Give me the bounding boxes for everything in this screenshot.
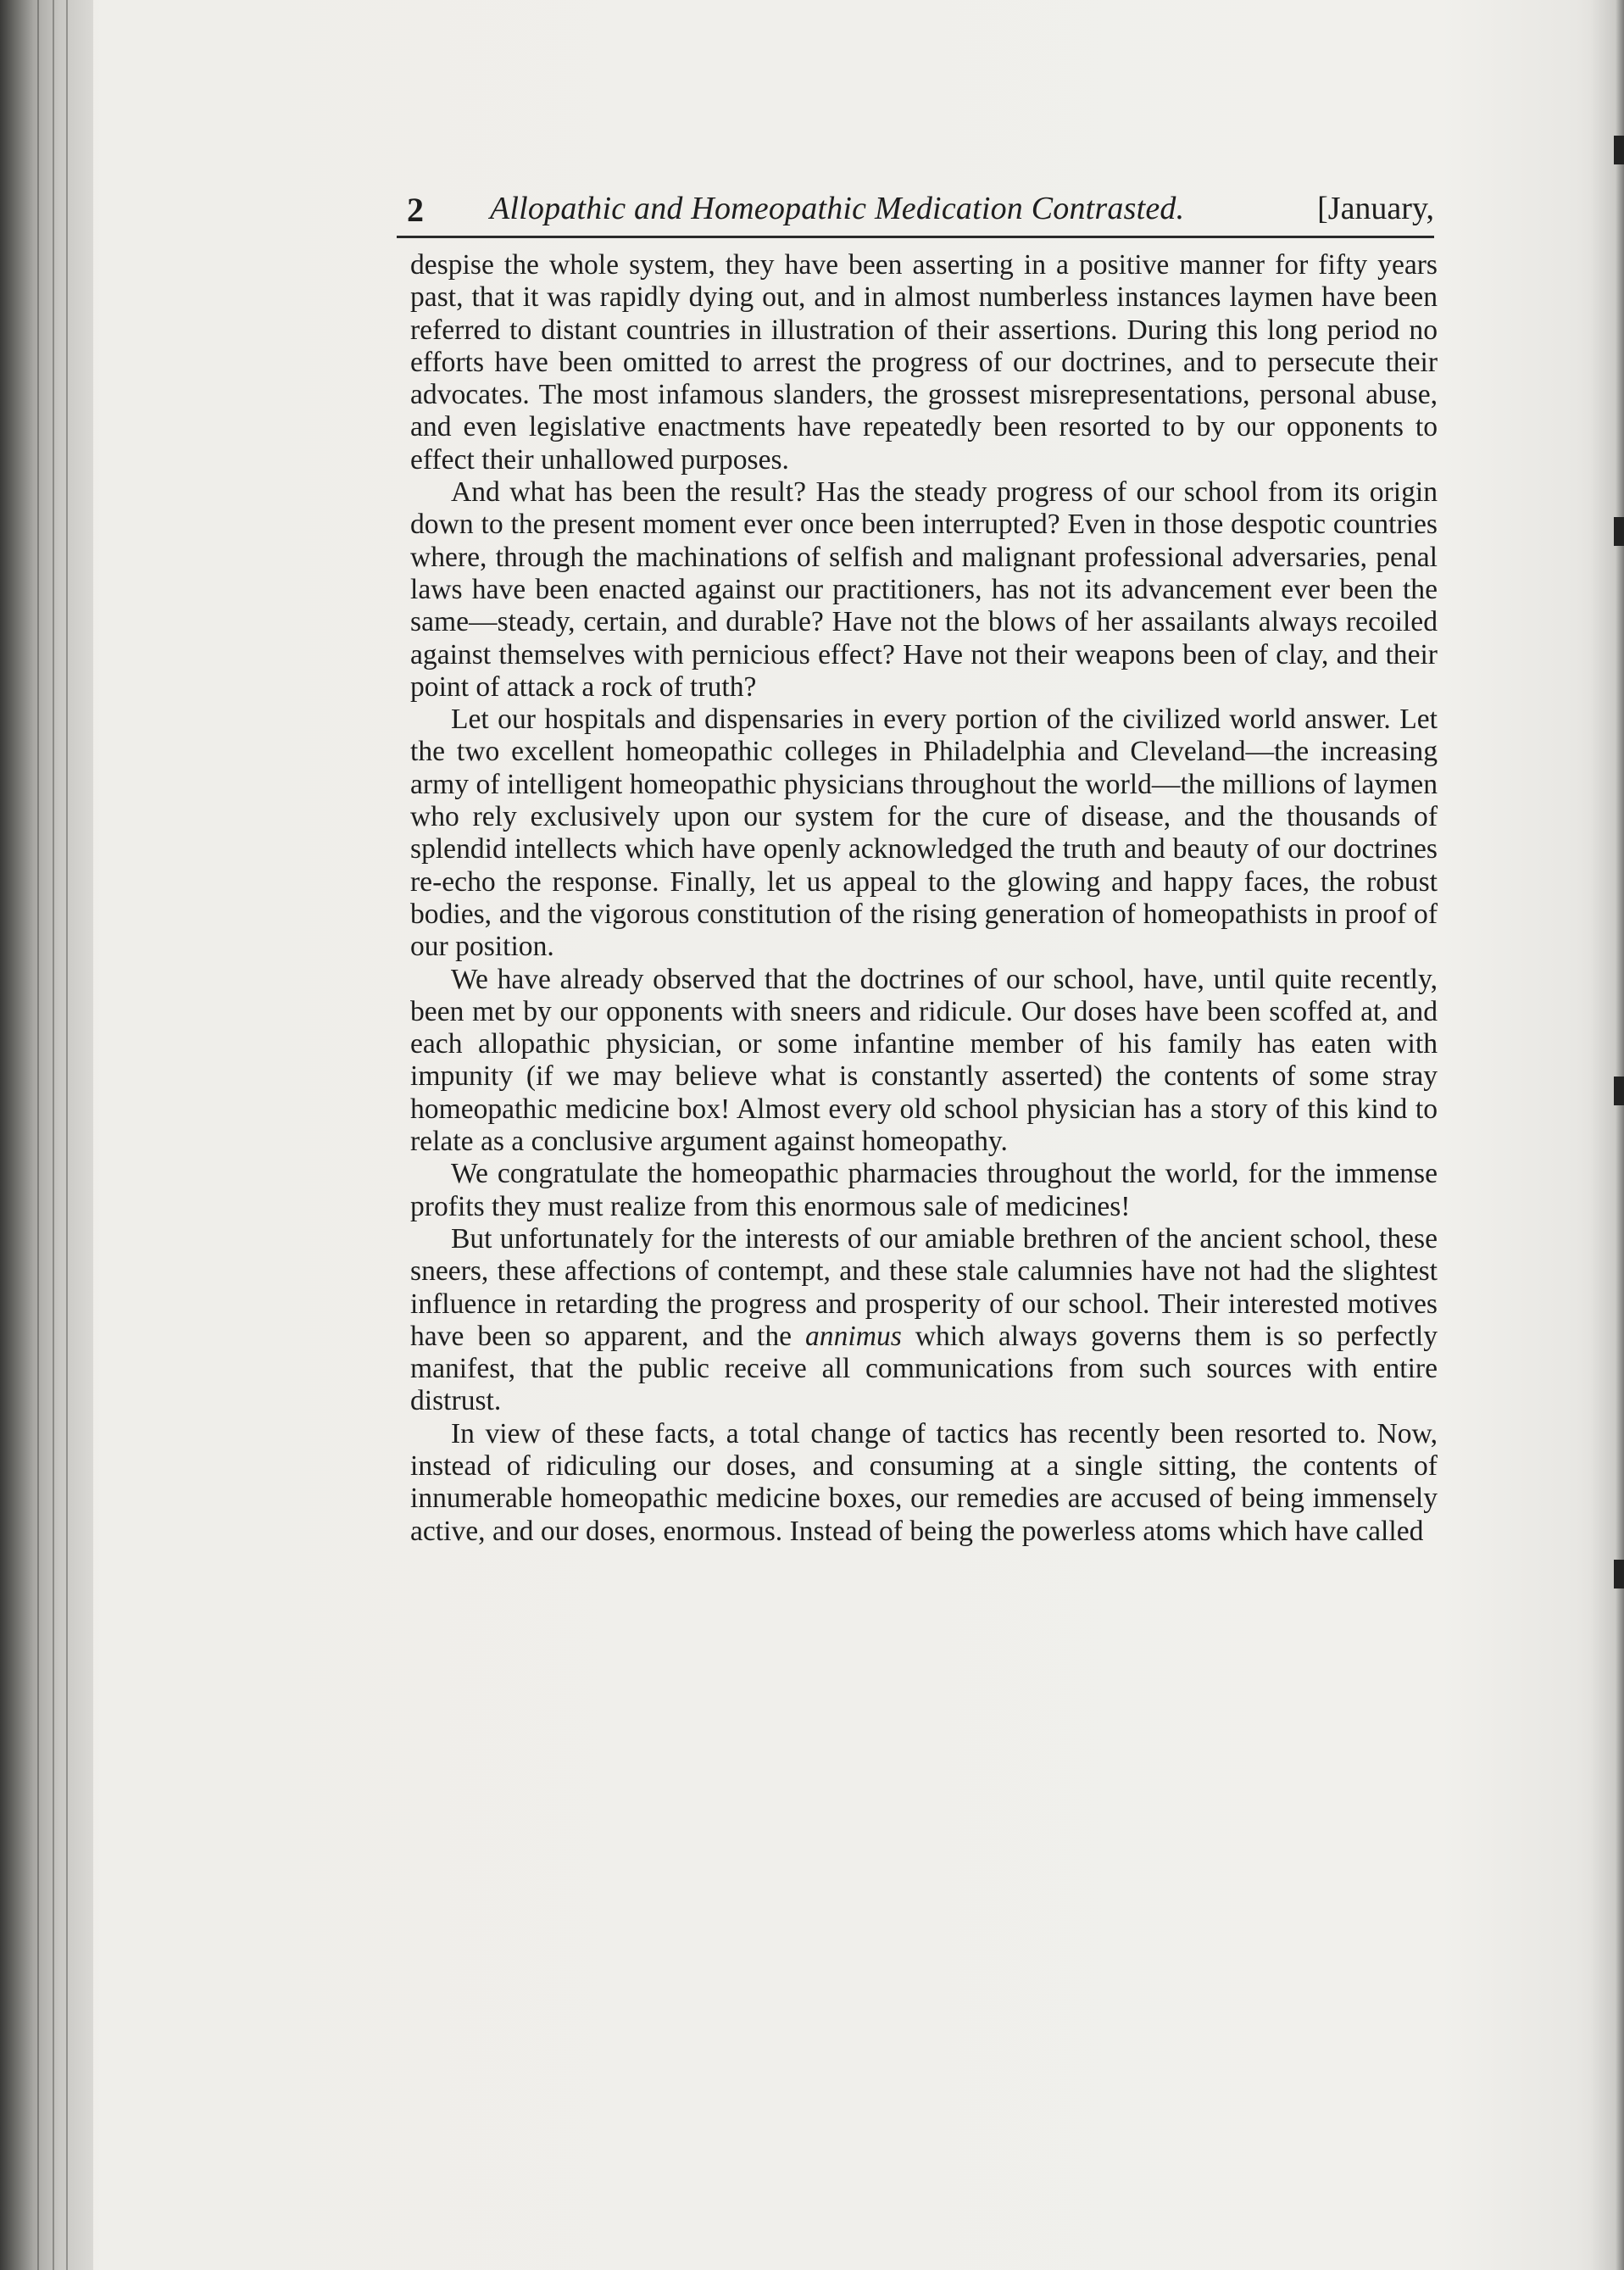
edge-mark [1614, 517, 1624, 546]
spine-crease [37, 0, 39, 2270]
edge-mark [1614, 1077, 1624, 1105]
edge-mark [1614, 1560, 1624, 1588]
running-header [397, 188, 1434, 239]
paragraph-text: which always governs them is so perfectly manifest, that the public receive all communications from such sources with entire distrust. [410, 1320, 1438, 1417]
spine-crease [66, 0, 68, 2270]
italic-term: annimus [805, 1320, 902, 1352]
edge-mark [1614, 136, 1624, 164]
paragraph: despise the whole system, they have been asserting in a positive manner for fifty years past, that it was rapidly dying out, and in almost numberless instances laymen have been referred to distant countries in illustration of their assertions. During this long period no efforts have been omitted to arrest the progress of our doctrines, and to persecute their advocates. The most infamous slanders, the grossest misrepresentations, personal abuse, and even legislative enactments have repeatedly been resorted to by our opponents to effect their unhallowed purposes. [410, 249, 1438, 476]
paragraph: Let our hospitals and dispensaries in every portion of the civilized world answer. Let the two excellent homeopathic colleges in Philadelphia and Cleveland—the increasing army of intelligent homeopathic physicians throughout the world—the millions of laymen who rely exclusively upon our system for the cure of disease, and the thousands of splendid intellects which have openly acknowledged the truth and beauty of our doctrines re-echo the response. Finally, let us appeal to the glowing and happy faces, the robust bodies, and the vigorous constitution of the rising generation of homeopathists in proof of our position. [410, 704, 1438, 963]
header-rule [397, 236, 1434, 238]
paragraph: We congratulate the homeopathic pharmacies throughout the world, for the immense profits they must realize from this enormous sale of medicines! [410, 1158, 1438, 1222]
running-title: Allopathic and Homeopathic Medication Contrasted. [490, 191, 1185, 226]
article-body [410, 249, 1438, 1548]
spine-crease [53, 0, 54, 2270]
paragraph: In view of these facts, a total change of tactics has recently been resorted to. Now, instead of ridiculing our doses, and consuming at a single sitting, the contents of innumerable homeopathic medicine boxes, our remedies are accused of being immensely active, and our doses, enormous. Instead of being the powerless atoms which have called [410, 1417, 1438, 1547]
paragraph [410, 1223, 1438, 1418]
paragraph: We have already observed that the doctrines of our school, have, until quite recently, been met by our opponents with sneers and ridicule. Our doses have been scoffed at, and each allopathic physician, or some infantine member of his family has eaten with impunity (if we may believe what is constantly asserted) the contents of some stray homeopathic medicine box! Almost every old school physician has a story of this kind to relate as a conclusive argument against homeopathy. [410, 963, 1438, 1158]
paragraph-text: But unfortunately for the interests of our amiable brethren of the ancient school, these sneers, these affections of contempt, and these stale calumnies have not had the slightest influence in retarding the progress and prosperity of our school. Their interested motives have been so apparent, and the [410, 1222, 1438, 1352]
running-date: [January, [1317, 191, 1434, 226]
page-number: 2 [407, 191, 424, 229]
page-right-edge [1590, 0, 1624, 2270]
book-spine [0, 0, 93, 2270]
paragraph: And what has been the result? Has the steady progress of our school from its origin down to the present moment ever once been interrupted? Even in those despotic countries where, through the machinations of selfish and malignant professional adversaries, penal laws have been enacted against our practitioners, has not its advancement ever been the same—steady, certain, and durable? Have not the blows of her assailants always recoiled against themselves with pernicious effect? Have not their weapons been of clay, and their point of attack a rock of truth? [410, 476, 1438, 703]
